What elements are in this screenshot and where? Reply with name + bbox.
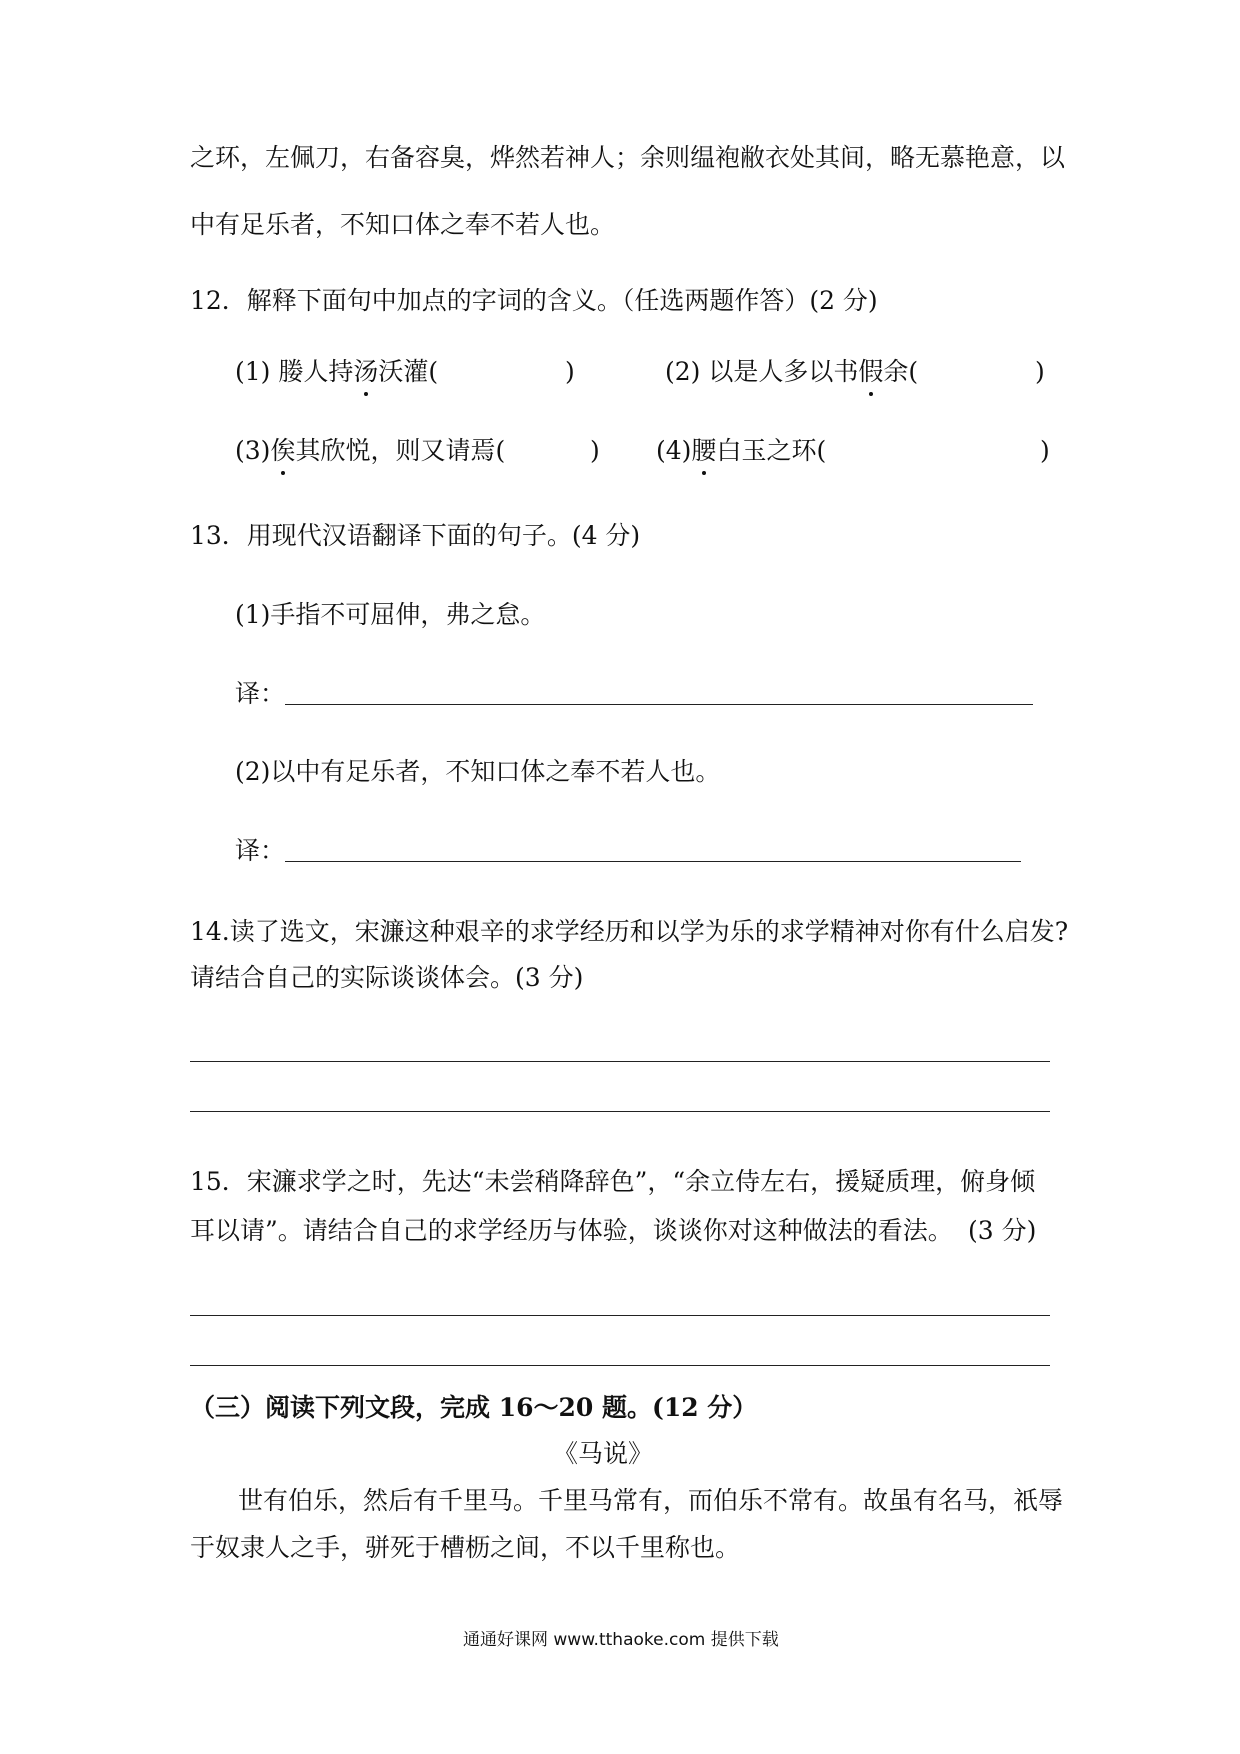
section-3-heading: （三）阅读下列文段，完成 16～20 题。(12 分） <box>190 1393 758 1422</box>
q12-item-4: (4)腰白玉之环( <box>656 436 827 465</box>
q12-item-1: (1) 媵人持汤沃灌( <box>235 357 439 386</box>
dotted-char: 汤 <box>353 357 379 386</box>
answer-line <box>190 1365 1050 1366</box>
section-3-paragraph-line-1: 世有伯乐，然后有千里马。千里马常有，而伯乐不常有。故虽有名马，祇辱 <box>238 1486 1064 1515</box>
q13-sentence-2: (2)以中有足乐者，不知口体之奉不若人也。 <box>235 757 721 786</box>
question-15-line-2: 耳以请”。请结合自己的求学经历与体验，谈谈你对这种做法的看法。 <box>190 1216 953 1245</box>
answer-line <box>190 1061 1050 1062</box>
q12-item-2: (2) 以是人多以书假余( <box>665 357 919 386</box>
section-3-paragraph-line-2: 于奴隶人之手，骈死于槽枥之间，不以千里称也。 <box>190 1533 741 1562</box>
answer-line <box>285 861 1021 862</box>
dotted-char: 腰 <box>691 436 717 465</box>
question-15-line-1: 15．宋濂求学之时，先达“未尝稍降辞色”，“余立侍左右，援疑质理，俯身倾 <box>190 1167 1036 1196</box>
passage-title: 《马说》 <box>553 1439 654 1468</box>
q13-translate-label-2: 译： <box>235 836 286 865</box>
q12-item-3: (3)俟其欣悦，则又请焉( <box>235 436 506 465</box>
question-13-stem: 13．用现代汉语翻译下面的句子。(4 分) <box>190 521 641 550</box>
dotted-char: 俟 <box>270 436 296 465</box>
question-14-line-1: 14.读了选文，宋濂这种艰辛的求学经历和以学为乐的求学精神对你有什么启发? <box>190 917 1069 946</box>
passage-line-2: 中有足乐者，不知口体之奉不若人也。 <box>190 210 616 239</box>
question-12-stem: 12．解释下面句中加点的字词的含义。（任选两题作答）(2 分) <box>190 286 878 315</box>
answer-line <box>285 704 1033 705</box>
q12-item-3-close: ) <box>590 436 600 465</box>
q13-sentence-1: (1)手指不可屈伸，弗之怠。 <box>235 600 546 629</box>
q12-item-2-close: ) <box>1035 357 1045 386</box>
q12-item-1-close: ) <box>565 357 575 386</box>
q13-translate-label-1: 译： <box>235 679 286 708</box>
dotted-char: 假 <box>858 357 884 386</box>
q12-item-4-close: ) <box>1040 436 1050 465</box>
question-15-score: (3 分) <box>968 1216 1037 1245</box>
question-14-line-2: 请结合自己的实际谈谈体会。(3 分) <box>190 963 584 992</box>
passage-line-1: 之环，左佩刀，右备容臭，烨然若神人；余则缊袍敝衣处其间，略无慕艳意，以 <box>190 143 1066 172</box>
answer-line <box>190 1111 1050 1112</box>
answer-line <box>190 1315 1050 1316</box>
footer-text: 通通好课网 www.tthaoke.com 提供下载 <box>463 1630 779 1650</box>
